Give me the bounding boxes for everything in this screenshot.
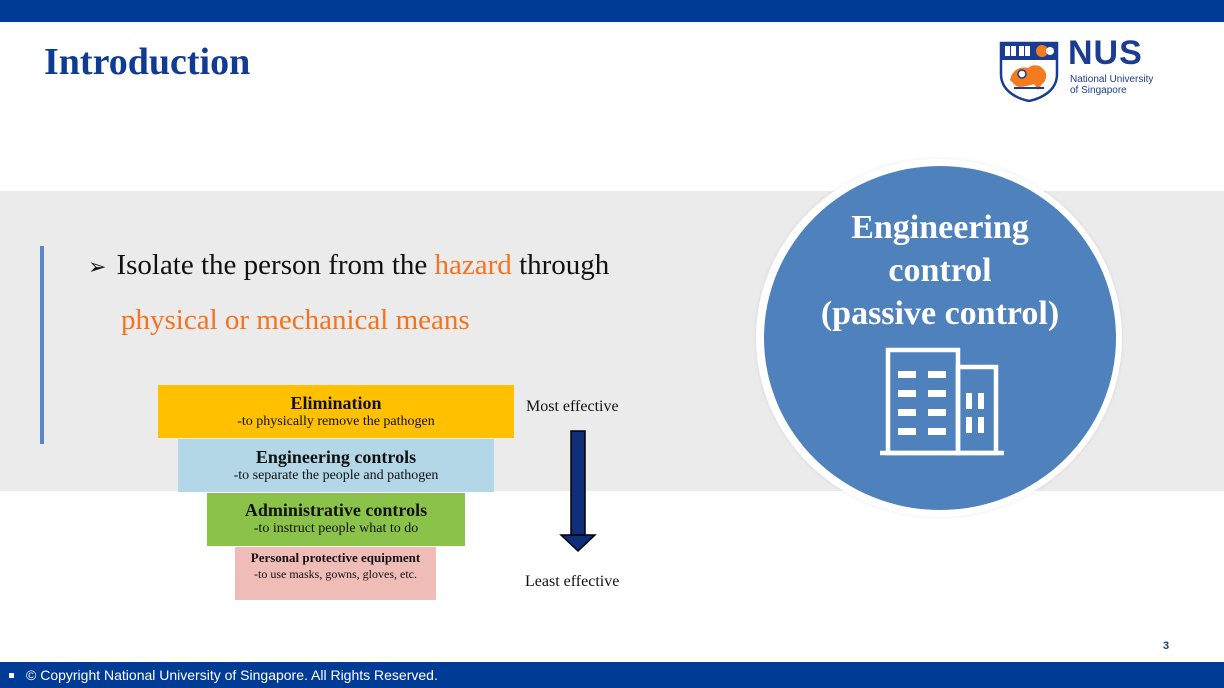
nus-logo: [998, 34, 1188, 104]
most-effective-label: Most effective: [526, 398, 619, 415]
logo-abbrev: NUS: [1068, 34, 1143, 72]
page-number: 3: [1163, 640, 1170, 652]
arrow-bullet-icon: ➢: [88, 255, 107, 280]
bullet-text-1: Isolate the person from the: [116, 249, 435, 281]
circle-line-3: (passive control): [820, 295, 1060, 332]
building-icon: [878, 345, 1008, 460]
tier-title: Personal protective equipment: [250, 550, 421, 565]
tier-subtitle: -to separate the people and pathogen: [233, 468, 439, 483]
tier-elimination: [158, 385, 514, 438]
tier-subtitle: -to instruct people what to do: [253, 521, 419, 536]
logo-line1: National University: [1070, 74, 1154, 85]
least-effective-label: Least effective: [525, 573, 620, 590]
tier-title: Elimination: [290, 393, 382, 413]
nus-crest-icon: [998, 40, 1060, 102]
bullet-text-2: through: [511, 249, 610, 281]
circle-line-1: Engineering: [851, 209, 1029, 246]
down-arrow-icon: [558, 429, 598, 553]
logo-line2: of Singapore: [1070, 85, 1127, 96]
tier-administrative-controls: [207, 493, 465, 546]
slide-title: Introduction: [44, 41, 251, 83]
footer-bar: [0, 662, 1224, 688]
bullet-line-1: [88, 249, 609, 282]
tier-engineering-controls: [178, 439, 494, 492]
tier-subtitle: -to physically remove the pathogen: [237, 414, 435, 429]
circle-line-2: control: [888, 252, 992, 289]
tier-ppe: [235, 547, 436, 600]
circle-heading: [764, 206, 1116, 335]
top-bar: [0, 0, 1224, 22]
tier-title: Engineering controls: [255, 447, 417, 467]
tier-subtitle: -to use masks, gowns, gloves, etc.: [254, 567, 417, 581]
tier-title: Administrative controls: [244, 500, 428, 520]
footer-copyright: © Copyright National University of Singapore. All Rights Reserved.: [26, 667, 438, 683]
footer-bullet-icon: [9, 673, 14, 678]
logo-fullname: [1070, 74, 1153, 96]
bullet-highlight-means: physical or mechanical means: [121, 304, 470, 336]
accent-line: [40, 246, 44, 444]
bullet-highlight-hazard: hazard: [434, 249, 512, 281]
